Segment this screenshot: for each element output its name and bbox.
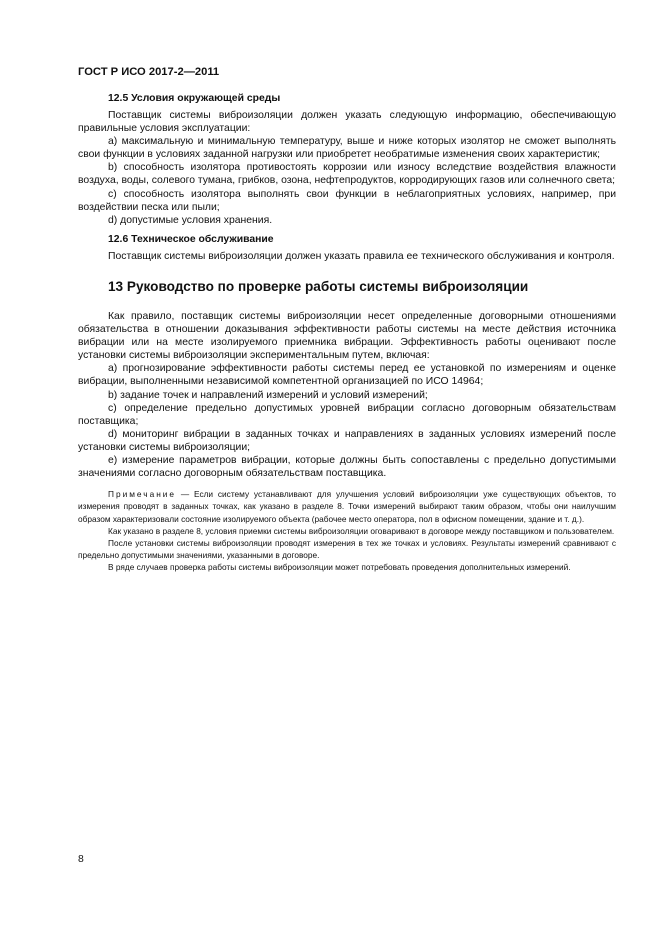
list-item: b) задание точек и направлений измерений и условий измерений; — [108, 389, 428, 401]
standard-header: ГОСТ Р ИСО 2017-2—2011 — [78, 66, 220, 78]
note-text: — Если систему устанавливают для улучшения условий виброизоляции уже существующих объектов, то измерения проводят в заданных точках, как указано в разделе 8. Точки измерений выбирают таким образом, чтобы они наилучшим образом характеризовали состояние изолируемого объекта (рабочее место оператора, пол в офисном помещении, здание и т. д.). — [78, 489, 616, 524]
note-label: Примечание — [108, 489, 177, 500]
list-item: d) допустимые условия хранения. — [108, 214, 273, 226]
section-13-title: 13 Руководство по проверке работы системы виброизоляции — [108, 278, 529, 294]
list-item: a) максимальную и минимальную температуру, выше и ниже которых изолятор не сможет выполнять свои функции в условиях заданной нагрузки или приобретет необратимые изменения своих характеристик; — [78, 136, 616, 161]
note-paragraph: Как указано в разделе 8, условия приемки системы виброизоляции оговаривают в договоре между поставщиком и пользователем. — [108, 525, 615, 536]
list-item: e) измерение параметров вибрации, которые должны быть сопоставлены с предельно допустимыми значениями согласно договорным обязательствам поставщика. — [78, 454, 616, 480]
list-item: c) способность изолятора выполнять свои функции в неблагоприятных условиях, например, при воздействии песка или пыли; — [78, 188, 616, 213]
section-12-5-intro: Поставщик системы виброизоляции должен указать следующую информацию, обеспечивающую правильные условия эксплуатации: — [78, 110, 616, 135]
list-item: b) способность изолятора противостоять коррозии или износу вследствие воздействия влажности воздуха, воды, солевого тумана, грибков, озона, нефтепродуктов, корродирующих газов или солнечного света; — [78, 162, 616, 187]
section-12-6-text: Поставщик системы виброизоляции должен указать правила ее технического обслуживания и контроля. — [108, 250, 615, 262]
list-item: d) мониторинг вибрации в заданных точках и направлениях в заданных условиях измерений после установки системы виброизоляции; — [78, 428, 616, 453]
page-number: 8 — [78, 854, 84, 865]
page-content — [78, 92, 616, 574]
list-item: c) определение предельно допустимых уровней вибрации согласно договорным обязательствам поставщика; — [78, 402, 616, 427]
note — [78, 488, 616, 525]
note-paragraph: В ряде случаев проверка работы системы виброизоляции может потребовать проведения дополнительных измерений. — [108, 562, 571, 573]
section-13-intro: Как правило, поставщик системы виброизоляции несет определенные договорными отношениями обязательства в отношении доказывания эффективности работы системы на месте действия источника вибрации или на месте изолируемого приемника вибрации. Эффективность работы оценивают после установки системы виброизоляции экспериментальным путем, включая: — [78, 310, 616, 362]
section-12-5-title: 12.5 Условия окружающей среды — [108, 93, 281, 104]
note-paragraph: После установки системы виброизоляции проводят измерения в тех же точках и условиях. Результаты измерений сравнивают с предельно допустимыми значениями, указанными в договоре. — [78, 537, 616, 561]
section-12-6-title: 12.6 Техническое обслуживание — [108, 233, 274, 245]
list-item: a) прогнозирование эффективности работы системы перед ее установкой по измерениям и оценке вибрации, выполненными независимой компетентной организацией по ИСО 14964; — [78, 363, 616, 388]
